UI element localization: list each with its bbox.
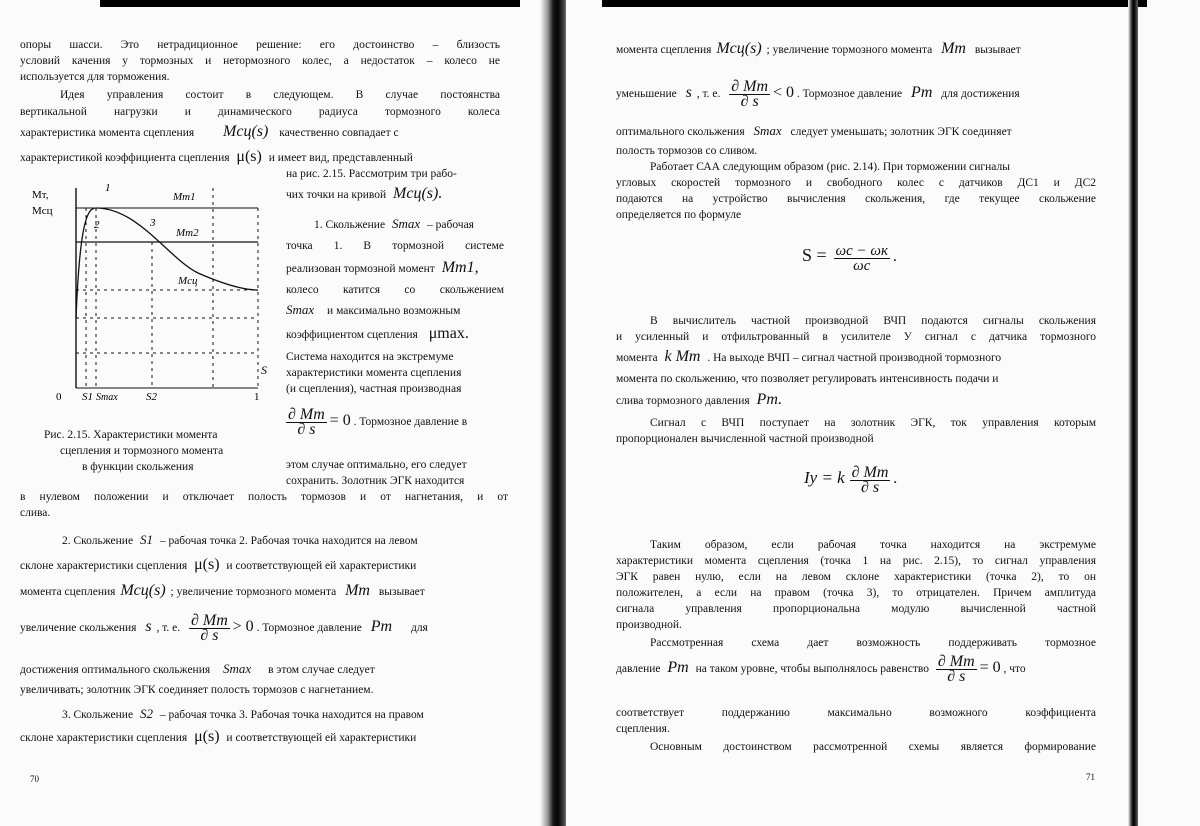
page-edge	[1128, 0, 1138, 826]
figure-caption: в функции скольжения	[82, 461, 194, 473]
text-line: момента сцепления Mсц(s) ; увеличение тормозного момента Mт вызывает	[20, 582, 425, 599]
text-line: в нулевом положении и отключает полость тормозов и от нагнетания, и от	[20, 491, 508, 503]
text-line: условий качения у тормозных и нетормозного колес, а недостаток – колесо не	[20, 55, 500, 67]
text-line: сохранить. Золотник ЭГК находится	[286, 475, 465, 487]
text-line: положителен, а если на правом (точка 3), то отрицателен. Причем амплитуда	[616, 587, 1096, 599]
text-line: В вычислитель частной производной ВЧП подаются сигналы скольжения	[650, 315, 1096, 327]
math-gt-zero: > 0	[232, 618, 254, 636]
text-line: вертикальной нагрузки и динамического радиуса тормозного колеса	[20, 106, 500, 118]
text-line: $\frac{\partial Mт}{\partial s}$ = 0 . Тормозное давление в	[288, 406, 468, 438]
text-line: момента по скольжению, что позволяет регулировать интенсивность подачи и	[616, 373, 999, 385]
origin-label: 0	[56, 391, 62, 403]
math-mu-max: μmax.	[428, 325, 469, 342]
text-line: Основным достоинством рассмотренной схемы является формирование	[650, 741, 1096, 753]
text-line: (и сцепления), частная производная	[286, 383, 462, 395]
tick-label: S2	[146, 391, 157, 403]
text-line: реализован тормозной момент Mт1,	[286, 259, 479, 276]
text-line: опоры шасси. Это нетрадиционное решение: его достоинство – близость	[20, 39, 500, 51]
text-line: 3. Скольжение S2 – рабочая точка 3. Рабочая точка находится на правом	[62, 706, 424, 721]
figure-caption: Рис. 2.15. Характеристики момента	[44, 429, 218, 441]
text-line: соответствует поддержанию максимально возможного коэффициента	[616, 707, 1096, 719]
text-line: этом случае оптимально, его следует	[286, 459, 467, 471]
text-line: характеристики момента сцепления	[286, 367, 462, 379]
math-s1: S1	[139, 532, 153, 547]
text-line: склоне характеристики сцепления μ(s) и соответствующей ей характеристики	[20, 728, 417, 745]
text-line: Сигнал с ВЧП поступает на золотник ЭГК, ток управления которым	[650, 417, 1096, 429]
text-line: момента k Mт . На выходе ВЧП – сигнал частной производной тормозного	[616, 348, 1002, 365]
text-line: и усиленный и отфильтрованный в усилителе У сигнал с датчика тормозного	[616, 331, 1096, 343]
math-kmt: k Mт	[664, 348, 701, 365]
text-line: слива тормозного давления Pт.	[616, 391, 783, 408]
math-mcu-s: Mсц(s)	[223, 123, 269, 140]
text-line: характеристикой коэффициента сцепления μ(s) и имеет вид, представленный	[20, 148, 413, 165]
math-derivative: $\frac{\partial Mт}{\partial s}$	[731, 78, 769, 110]
text-line: сцепления.	[616, 723, 670, 735]
math-derivative: $\frac{\partial Mт}{\partial s}$	[190, 612, 228, 644]
page-number: 70	[30, 774, 39, 784]
text-line: увеличение скольжения s , т. е. $\frac{\partial Mт}{\partial s}$ > 0 . Тормозное давление Pт для	[20, 612, 428, 644]
math-s: s	[685, 84, 692, 102]
text-line: момента сцепления Mсц(s) ; увеличение тормозного момента Mт вызывает	[616, 40, 1021, 57]
point-label: 3	[150, 217, 156, 229]
text-line: сигнала управления пропорциональна модулю вычисленной частной	[616, 603, 1096, 615]
x-label: S	[261, 363, 267, 377]
text-line: Таким образом, если рабочая точка находится на экстремуме	[650, 539, 1096, 551]
math-smax: Smax	[391, 216, 421, 231]
scan-top-edge	[602, 0, 1147, 7]
text-line: ЭГК равен нулю, если на левом склоне характеристики (точка 2), то он	[616, 571, 1096, 583]
text-line: характеристики момента сцепления (точка 1 на рис. 2.15), то сигнал управления	[616, 555, 1096, 567]
tick-label: Smax	[96, 392, 118, 403]
math-eq-zero: = 0	[979, 659, 1001, 677]
text-line: уменьшение s , т. е. $\frac{\partial Mт}{\partial s}$ < 0 . Тормозное давление Pт для достижения	[616, 78, 1020, 110]
text-line: слива.	[20, 507, 51, 519]
math-eq-zero: = 0	[329, 412, 351, 430]
text-line: 1. Скольжение Smax – рабочая	[314, 216, 474, 231]
math-mcu-s: Mсц(s).	[393, 185, 443, 202]
text-line: производной.	[616, 619, 682, 631]
text-line: достижения оптимального скольжения Smax в этом случае следует	[20, 661, 375, 676]
math-smax: Smax	[286, 302, 315, 317]
mcu-label: Mсц	[178, 275, 198, 287]
math-mcu-s: Mсц(s)	[120, 582, 166, 599]
text-line: увеличивать; золотник ЭГК соединяет полость тормозов с нагнетанием.	[20, 684, 374, 696]
text-line: коэффициентом сцепления μmax.	[286, 325, 469, 342]
math-pt: Pт	[667, 659, 689, 677]
math-mu-s: μ(s)	[194, 728, 220, 745]
text-line: Работает САА следующим образом (рис. 2.14). При торможении сигналы	[650, 161, 1010, 173]
text-line: определяется по формуле	[616, 209, 742, 221]
left-page	[0, 0, 548, 826]
math-derivative: $\frac{\partial Mт}{\partial s}$	[851, 464, 889, 496]
math-mt1: Mт1,	[441, 259, 479, 276]
math-pt: Pт	[370, 618, 393, 636]
math-lt-zero: < 0	[772, 84, 794, 102]
formula-current: Iу = k $\frac{\partial Mт}{\partial s}$ .	[804, 464, 898, 496]
text-line: 2. Скольжение S1 – рабочая точка 2. Рабочая точка находится на левом	[62, 532, 418, 547]
text-line: на рис. 2.15. Рассмотрим три рабо-	[286, 168, 457, 180]
text-line: точка 1. В тормозной системе	[286, 240, 504, 252]
math-s2: S2	[139, 706, 153, 721]
point-label: 2	[94, 219, 100, 231]
text-line: Идея управления состоит в следующем. В случае постоянства	[60, 89, 500, 101]
text-line: используется для торможения.	[20, 71, 170, 83]
text-line: Система находится на экстремуме	[286, 351, 454, 363]
formula-slip: S = $\frac{\omega с - \omega к}{\omega с}$ .	[802, 243, 897, 274]
math-smax: Smax	[753, 123, 782, 138]
math-smax: Smax	[223, 661, 252, 676]
point-label: 1	[105, 182, 111, 194]
math-pt: Pт.	[756, 391, 783, 408]
math-mcu-s: Mсц(s)	[716, 40, 762, 57]
math-fraction: $\frac{\omega с - \omega к}{\omega с}$	[835, 243, 889, 274]
mt1-label: Mт1	[173, 191, 196, 203]
tick-label: S1	[82, 391, 93, 403]
math-mt: Mт	[345, 582, 370, 599]
math-mu-s: μ(s)	[236, 148, 262, 165]
text-line: Smax и максимально возможным	[286, 302, 461, 317]
mt2-label: Mт2	[176, 227, 199, 239]
scan-top-edge	[100, 0, 520, 7]
mcu-curve	[76, 208, 258, 318]
text-line: характеристика момента сцепления Mсц(s) качественно совпадает с	[20, 123, 399, 140]
text-line: угловых скоростей тормозного и свободного колес с датчиков ДС1 и ДС2	[616, 177, 1096, 189]
figure-caption: сцепления и тормозного момента	[60, 445, 224, 457]
text-line: давление Pт на таком уровне, чтобы выполнялось равенство $\frac{\partial Mт}{\partial s}$ = 0 , что	[616, 653, 1026, 685]
text-line: чих точки на кривой Mсц(s).	[286, 185, 443, 202]
tick-label: 1	[254, 391, 260, 403]
text-line: пропорционален вычисленной частной производной	[616, 433, 874, 445]
text-line: колесо катится со скольжением	[286, 284, 504, 296]
text-line: подаются на устройство вычисления скольжения, где текущее скольжение	[616, 193, 1096, 205]
figure-2-15	[18, 178, 280, 410]
text-line: оптимального скольжения Smax следует уменьшать; золотник ЭГК соединяет	[616, 123, 1012, 138]
y-label: Mт,	[32, 189, 49, 201]
math-mu-s: μ(s)	[194, 556, 220, 573]
y-label: Mсц	[32, 205, 53, 217]
math-derivative: $\frac{\partial Mт}{\partial s}$	[288, 406, 325, 438]
page-number: 71	[1086, 772, 1095, 782]
math-derivative: $\frac{\partial Mт}{\partial s}$	[937, 653, 975, 685]
text-line: полость тормозов со сливом.	[616, 145, 758, 157]
math-s: s	[145, 618, 152, 636]
text-line: склоне характеристики сцепления μ(s) и соответствующей ей характеристики	[20, 556, 417, 573]
right-page	[566, 0, 1200, 826]
math-pt: Pт	[911, 84, 933, 102]
math-mt: Mт	[941, 40, 966, 57]
text-line: Рассмотренная схема дает возможность поддерживать тормозное	[650, 637, 1096, 649]
